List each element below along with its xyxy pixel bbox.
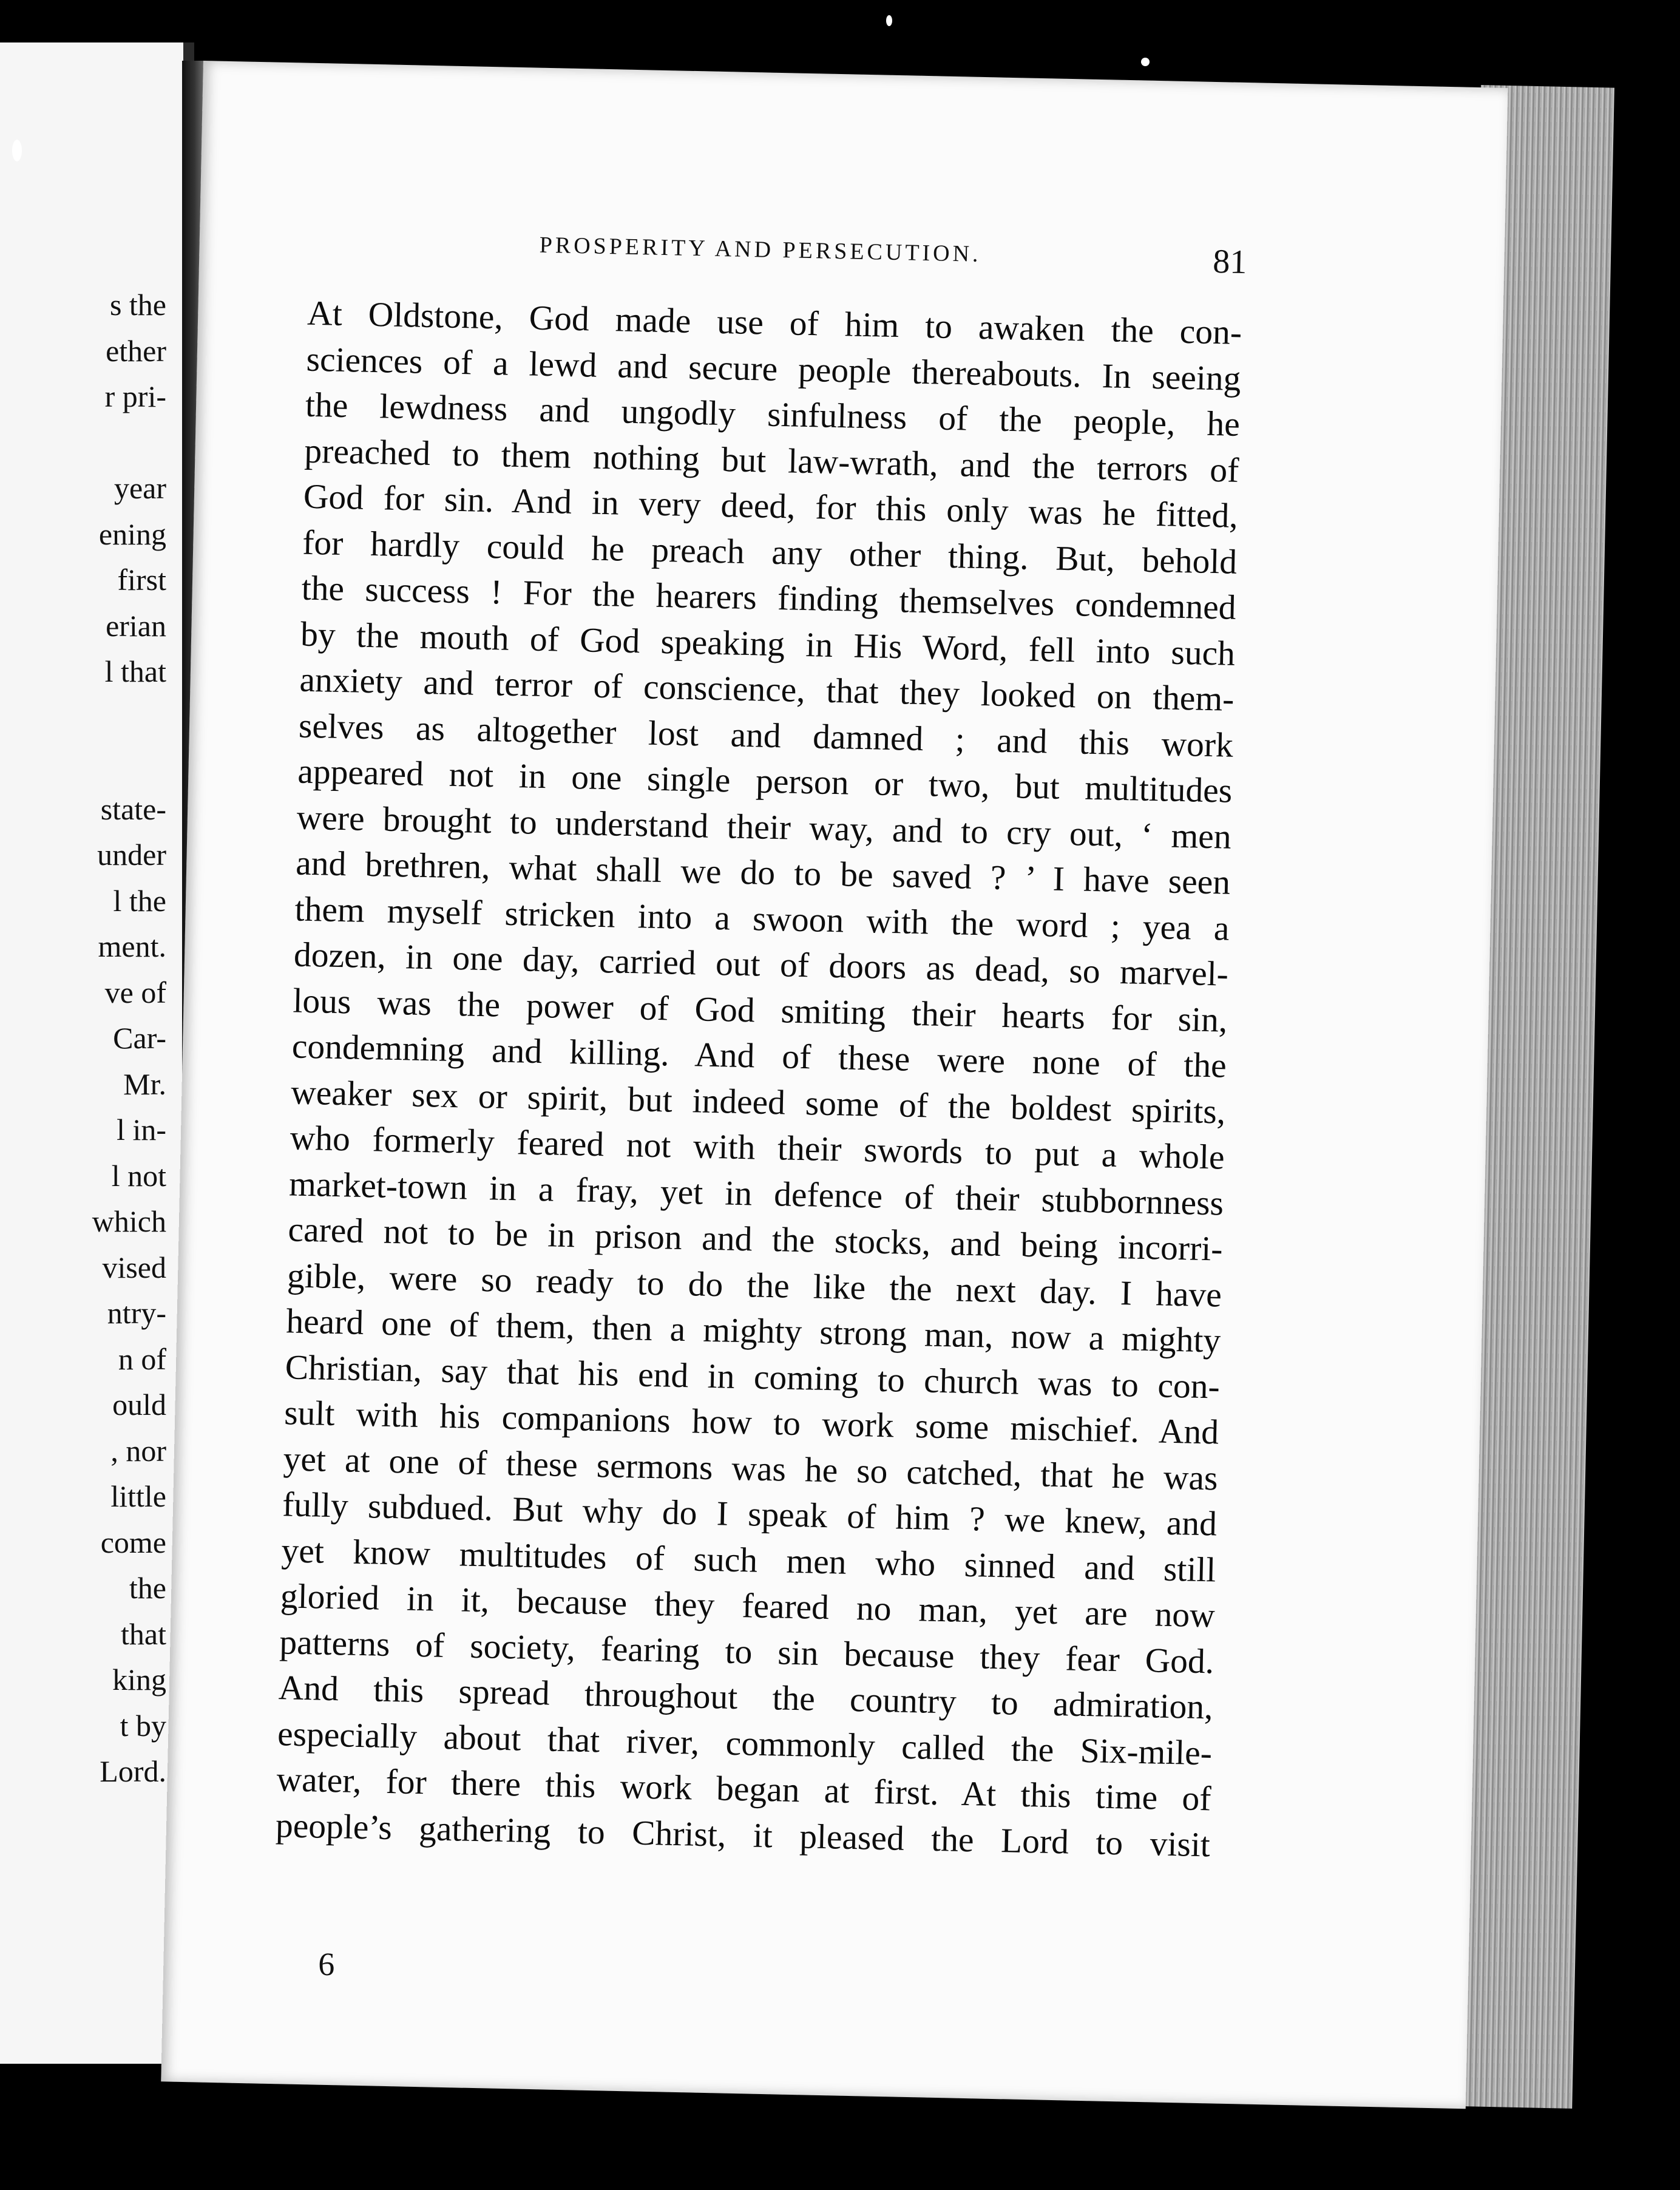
left-text-fragment: first (117, 563, 166, 597)
left-text-fragment: Car- (113, 1021, 166, 1055)
left-text-fragment: ether (106, 333, 166, 368)
left-facing-page (0, 42, 194, 2064)
text-line: the lewdness and ungodly sinfulness of the people, he (305, 385, 1241, 444)
left-text-fragment: l not (111, 1158, 166, 1193)
running-head (200, 225, 1438, 282)
left-text-fragment (0, 741, 166, 787)
left-text-fragment: which (92, 1204, 166, 1238)
left-text-fragment: ould (112, 1388, 166, 1422)
text-line: gible, were so ready to do the like the next day. I have (286, 1256, 1222, 1315)
text-line: gloried in it, because they feared no man, yet are now (280, 1577, 1216, 1635)
text-line: selves as altogether lost and damned ; and this work (298, 707, 1234, 765)
left-text-fragment: ntry- (107, 1296, 166, 1330)
text-line: lous was the power of God smiting their hearts for sin, (292, 981, 1228, 1040)
text-line: for hardly could he preach any other thing. But, behold (302, 523, 1238, 581)
text-line: were brought to understand their way, and to cry out, ‘ men (296, 798, 1232, 856)
page-number: 81 (1212, 242, 1248, 282)
body-text (275, 291, 1242, 1868)
text-line: who formerly feared not with their swords to put a whole (290, 1119, 1225, 1177)
text-line: people’s gathering to Christ, it pleased the Lord to visit (275, 1806, 1211, 1864)
text-line: weaker sex or spirit, but indeed some of the boldest spirits, (290, 1073, 1226, 1131)
text-line: preached to them nothing but law-wrath, and the terrors of (303, 432, 1239, 490)
left-text-fragment: under (97, 838, 166, 872)
text-line: dozen, in one day, carried out of doors as dead, so marvel- (293, 935, 1229, 994)
left-text-fragment: the (129, 1571, 166, 1605)
left-text-fragment: ening (98, 517, 166, 551)
left-text-fragment: l that (104, 654, 166, 688)
left-text-fragment: n of (118, 1341, 166, 1376)
text-line: sciences of a lewd and secure people thereabouts. In seeing (306, 340, 1242, 398)
left-text-fragment: l the (113, 883, 166, 918)
left-page-text (0, 282, 166, 1795)
dust-speck (1141, 58, 1150, 66)
left-text-fragment (0, 420, 166, 466)
signature-mark: 6 (317, 1945, 335, 1983)
left-text-fragment (0, 695, 166, 741)
text-line: patterns of society, fearing to sin because they fear God. (279, 1622, 1214, 1681)
left-text-fragment: year (113, 471, 166, 505)
text-line: cared not to be in prison and the stocks, and being incorri- (288, 1210, 1224, 1269)
text-line: the success ! For the hearers finding themselves condemned (301, 569, 1237, 627)
text-line: yet know multitudes of such men who sinned and still (280, 1531, 1216, 1589)
left-text-fragment: come (100, 1525, 166, 1559)
text-line: especially about that river, commonly called the Six-mile- (277, 1714, 1213, 1772)
text-line: And this spread throughout the country to admiration, (278, 1669, 1214, 1727)
left-text-fragment: ve of (104, 975, 166, 1009)
text-line: Christian, say that his end in coming to church was to con- (285, 1348, 1221, 1406)
left-text-fragment: little (110, 1479, 166, 1513)
text-line: appeared not in one single person or two, but multitudes (297, 752, 1233, 810)
text-line: God for sin. And in very deed, for this only was he fitted, (303, 477, 1239, 535)
text-line: by the mouth of God speaking in His Word, fell into such (300, 615, 1236, 673)
text-line: heard one of them, then a mighty strong man, now a mighty (285, 1302, 1221, 1360)
text-line: At Oldstone, God made use of him to awaken the con- (307, 294, 1242, 352)
left-text-fragment: t by (120, 1708, 166, 1743)
text-line: anxiety and terror of conscience, that they looked on them- (299, 660, 1235, 719)
text-line: condemning and killing. And of these were none of the (291, 1027, 1227, 1085)
left-text-fragment: erian (106, 608, 166, 643)
left-text-fragment: ment. (98, 929, 166, 963)
text-line: sult with his companions how to work some mischief. And (283, 1394, 1219, 1452)
left-text-fragment: , nor (110, 1433, 166, 1468)
dust-speck (12, 140, 22, 161)
text-line: water, for there this work began at first. At this time of (276, 1760, 1212, 1819)
text-line: market-town in a fray, yet in defence of their stubbornness (288, 1164, 1224, 1223)
left-text-fragment: s the (109, 288, 166, 322)
text-line: fully subdued. But why do I speak of him ? we knew, and (282, 1485, 1218, 1544)
left-text-fragment: king (112, 1663, 166, 1697)
dust-speck (886, 15, 892, 26)
left-text-fragment: vised (102, 1250, 166, 1284)
left-text-fragment: l in- (117, 1113, 166, 1147)
text-line: and brethren, what shall we do to be saved ? ’ I have seen (295, 844, 1231, 902)
left-text-fragment: r pri- (104, 379, 166, 413)
text-line: yet at one of these sermons was he so catched, that he was (283, 1439, 1219, 1498)
running-title: PROSPERITY AND PERSECUTION. (539, 232, 981, 267)
text-line: them myself stricken into a swoon with the word ; yea a (294, 889, 1230, 948)
left-text-fragment: Lord. (100, 1754, 166, 1788)
right-page (161, 61, 1508, 2109)
left-text-fragment: that (121, 1616, 166, 1651)
left-text-fragment: Mr. (123, 1066, 166, 1101)
left-text-fragment: state- (100, 792, 166, 826)
